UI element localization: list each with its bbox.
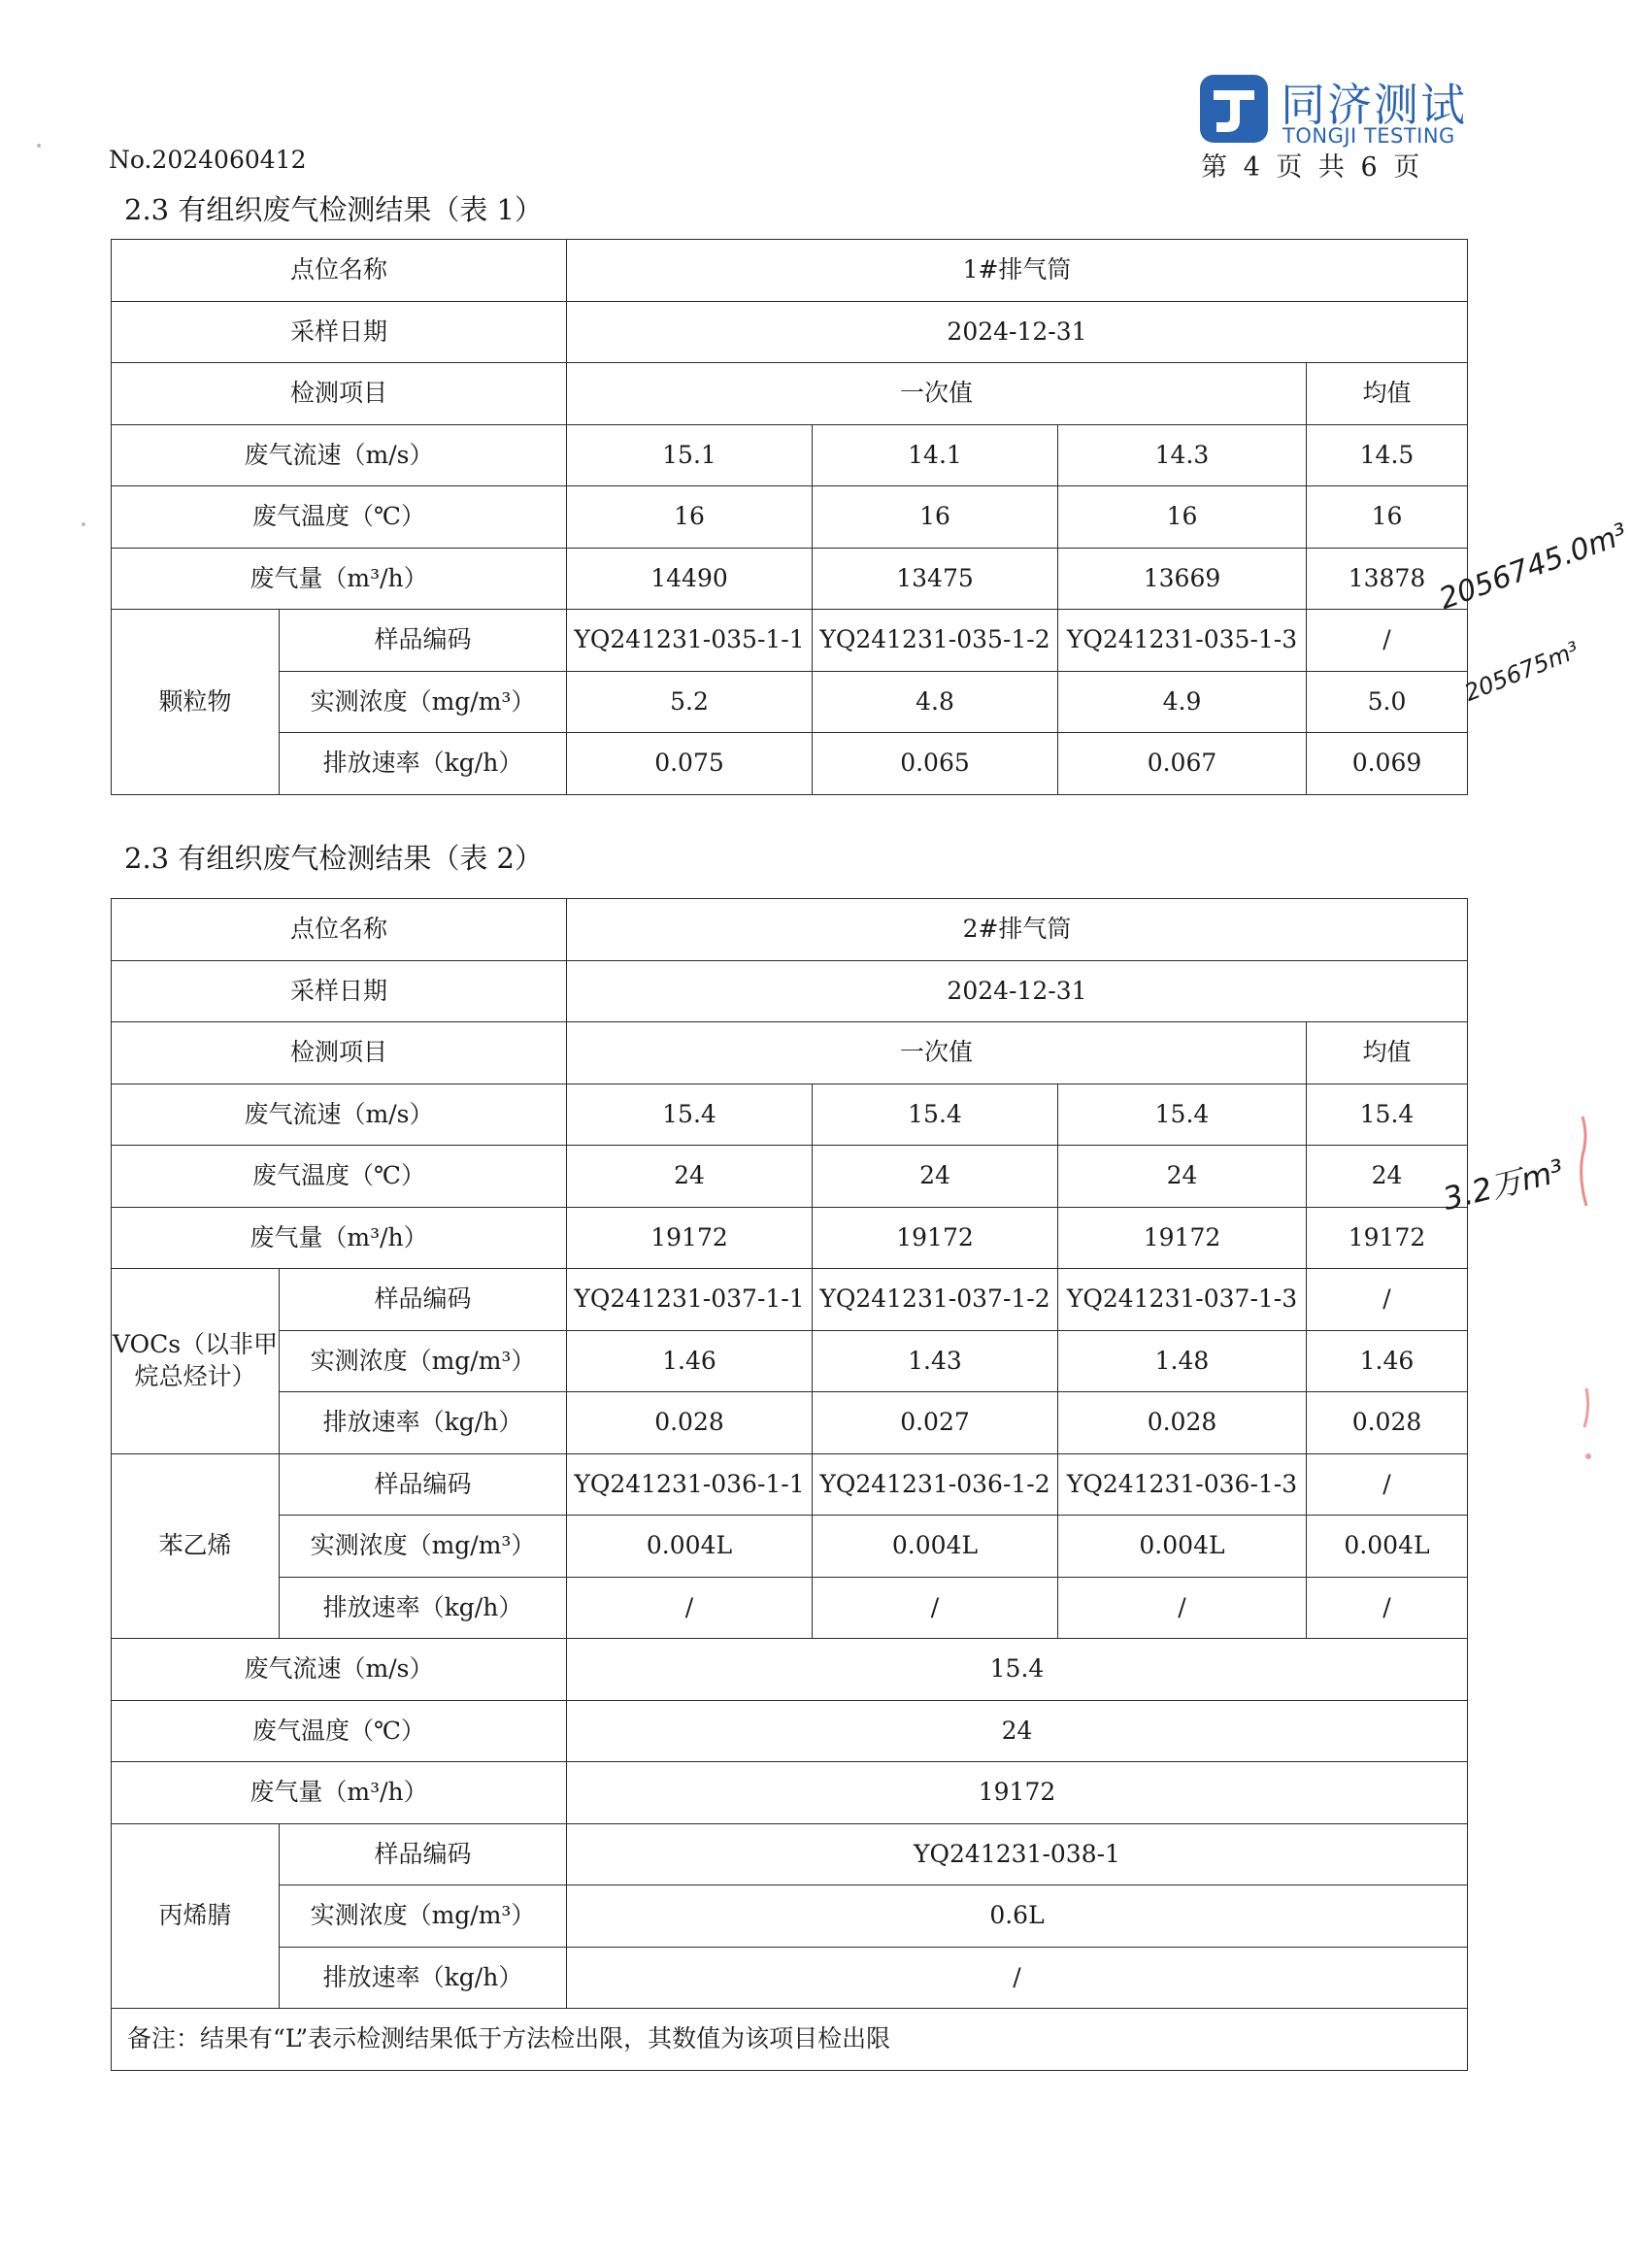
table-cell: YQ241231-035-1-1 [567, 610, 813, 672]
table-cell: 废气量（m³/h） [112, 1207, 567, 1269]
table-cell: 样品编码 [280, 1453, 567, 1516]
table-cell: 一次值 [567, 363, 1307, 425]
table-cell: / [1058, 1577, 1307, 1639]
table-cell: 废气温度（℃） [112, 1146, 567, 1208]
table-cell: 0.004L [1058, 1516, 1307, 1578]
table-cell: 实测浓度（mg/m³） [280, 1330, 567, 1392]
table-cell: 19172 [813, 1207, 1058, 1269]
table-row [112, 733, 1468, 795]
table-cell: 4.9 [1058, 671, 1307, 733]
table-cell: 16 [1058, 486, 1307, 549]
group-label: 苯乙烯 [112, 1453, 280, 1639]
table-cell: 15.1 [567, 424, 813, 486]
table-cell: 0.004L [813, 1516, 1058, 1578]
table-cell: 19172 [567, 1762, 1468, 1824]
table-cell: 14490 [567, 548, 813, 610]
table-row [112, 1453, 1468, 1516]
table-cell: 0.069 [1307, 733, 1468, 795]
table-cell: 2024-12-31 [567, 301, 1468, 363]
table-row [112, 899, 1468, 961]
table-cell: 0.075 [567, 733, 813, 795]
table-cell: 一次值 [567, 1022, 1307, 1084]
table-cell: 19172 [1307, 1207, 1468, 1269]
table-cell: YQ241231-037-1-3 [1058, 1269, 1307, 1331]
table-cell: 1.48 [1058, 1330, 1307, 1392]
table-row [112, 1947, 1468, 2009]
table-cell: YQ241231-037-1-1 [567, 1269, 813, 1331]
table-cell: 排放速率（kg/h） [280, 1577, 567, 1639]
table-cell: 0.004L [1307, 1516, 1468, 1578]
table-cell: 废气流速（m/s） [112, 1639, 567, 1701]
table-cell: 13669 [1058, 548, 1307, 610]
table1 [111, 239, 1468, 795]
table-row [112, 301, 1468, 363]
table-cell: 14.5 [1307, 424, 1468, 486]
table-cell: 16 [813, 486, 1058, 549]
company-logo [1199, 74, 1481, 151]
table-row [112, 1823, 1468, 1885]
table-cell: YQ241231-036-1-3 [1058, 1453, 1307, 1516]
table-cell: 4.8 [813, 671, 1058, 733]
table-cell: 废气流速（m/s） [112, 1084, 567, 1146]
table-cell: / [567, 1577, 813, 1639]
table-cell: YQ241231-037-1-2 [813, 1269, 1058, 1331]
table-cell: 均值 [1307, 1022, 1468, 1084]
table-row [112, 1516, 1468, 1578]
table2 [111, 898, 1468, 2071]
handwritten-note: 2056745.0m³ [1435, 517, 1632, 617]
table-cell: 15.4 [1058, 1084, 1307, 1146]
table-cell: 样品编码 [280, 1823, 567, 1885]
table-cell: 废气温度（℃） [112, 1700, 567, 1762]
handwritten-note: 3.2万m³ [1439, 1151, 1568, 1218]
table-cell: 14.3 [1058, 424, 1307, 486]
table-row [112, 424, 1468, 486]
table-row [112, 363, 1468, 425]
page-indicator: 第 4 页 共 6 页 [1201, 152, 1424, 183]
handwritten-note: 205675m³ [1460, 636, 1583, 707]
table-cell: 实测浓度（mg/m³） [280, 1516, 567, 1578]
table-cell: 15.4 [567, 1084, 813, 1146]
table-cell: 1.43 [813, 1330, 1058, 1392]
logo-chinese-name: 同济测试 [1281, 79, 1467, 131]
table-cell: YQ241231-035-1-2 [813, 610, 1058, 672]
table-cell: 1#排气筒 [567, 240, 1468, 302]
table-row [112, 1084, 1468, 1146]
table-cell: 0.028 [1058, 1392, 1307, 1454]
table-cell: 0.065 [813, 733, 1058, 795]
group-label: VOCs（以非甲烷总烃计） [112, 1269, 280, 1454]
table-cell: / [1307, 1269, 1468, 1331]
table-cell: 废气流速（m/s） [112, 424, 567, 486]
table-cell: 24 [567, 1146, 813, 1208]
table-cell: 5.2 [567, 671, 813, 733]
table-cell: 15.4 [813, 1084, 1058, 1146]
table-cell: / [1307, 1577, 1468, 1639]
table-cell: 1.46 [1307, 1330, 1468, 1392]
table2-title: 2.3 有组织废气检测结果（表 2） [124, 842, 544, 875]
table-row [112, 1330, 1468, 1392]
table-cell: 15.4 [1307, 1084, 1468, 1146]
table-cell: / [1307, 1453, 1468, 1516]
table-cell: 2#排气筒 [567, 899, 1468, 961]
table-row [112, 1762, 1468, 1824]
table-cell: 采样日期 [112, 960, 567, 1022]
table-cell: 样品编码 [280, 610, 567, 672]
table-cell: 0.067 [1058, 733, 1307, 795]
table-cell: 废气量（m³/h） [112, 548, 567, 610]
logo-english-name: TONGJI TESTING [1282, 124, 1455, 148]
table-row [112, 1392, 1468, 1454]
table-cell: / [1307, 610, 1468, 672]
table-cell: 点位名称 [112, 240, 567, 302]
table-cell: 24 [813, 1146, 1058, 1208]
table-cell: 样品编码 [280, 1269, 567, 1331]
table-row [112, 671, 1468, 733]
table-cell: 排放速率（kg/h） [280, 1947, 567, 2009]
report-number: No.2024060412 [109, 146, 307, 174]
group-label: 颗粒物 [112, 610, 280, 795]
table-cell: 点位名称 [112, 899, 567, 961]
table-row [112, 1022, 1468, 1084]
table-row [112, 610, 1468, 672]
group-label: 丙烯腈 [112, 1823, 280, 2009]
table1-title: 2.3 有组织废气检测结果（表 1） [124, 193, 544, 226]
table-note: 备注：结果有“L”表示检测结果低于方法检出限，其数值为该项目检出限 [112, 2009, 1468, 2071]
table-cell: 19172 [1058, 1207, 1307, 1269]
table-cell: YQ241231-035-1-3 [1058, 610, 1307, 672]
table-cell: 0.027 [813, 1392, 1058, 1454]
table-cell: 14.1 [813, 424, 1058, 486]
table-row [112, 1700, 1468, 1762]
table-cell: 均值 [1307, 363, 1468, 425]
table-cell: 实测浓度（mg/m³） [280, 1885, 567, 1948]
table-cell: 16 [567, 486, 813, 549]
table-cell: 24 [567, 1700, 1468, 1762]
table-cell: 检测项目 [112, 363, 567, 425]
table-cell: 5.0 [1307, 671, 1468, 733]
table-cell: 0.6L [567, 1885, 1468, 1948]
table-row [112, 960, 1468, 1022]
table-cell: 排放速率（kg/h） [280, 733, 567, 795]
table-row [112, 2009, 1468, 2071]
table-row [112, 240, 1468, 302]
table-row [112, 486, 1468, 549]
table-row [112, 1639, 1468, 1701]
table-cell: 24 [1307, 1146, 1468, 1208]
table-cell: YQ241231-038-1 [567, 1823, 1468, 1885]
table-cell: 16 [1307, 486, 1468, 549]
table-cell: / [813, 1577, 1058, 1639]
table-row [112, 1207, 1468, 1269]
table-cell: 13475 [813, 548, 1058, 610]
table-cell: YQ241231-036-1-2 [813, 1453, 1058, 1516]
table-cell: 15.4 [567, 1639, 1468, 1701]
table-cell: 1.46 [567, 1330, 813, 1392]
table-cell: / [567, 1947, 1468, 2009]
table-cell: 废气量（m³/h） [112, 1762, 567, 1824]
table-cell: 13878 [1307, 548, 1468, 610]
table-cell: 2024-12-31 [567, 960, 1468, 1022]
table-row [112, 1269, 1468, 1331]
table-cell: YQ241231-036-1-1 [567, 1453, 813, 1516]
table-cell: 废气温度（℃） [112, 486, 567, 549]
table-cell: 0.004L [567, 1516, 813, 1578]
table-cell: 检测项目 [112, 1022, 567, 1084]
table-cell: 24 [1058, 1146, 1307, 1208]
table-row [112, 1885, 1468, 1948]
table-cell: 0.028 [567, 1392, 813, 1454]
table-cell: 0.028 [1307, 1392, 1468, 1454]
tongji-logo-icon [1199, 74, 1269, 144]
table-row [112, 548, 1468, 610]
table-cell: 排放速率（kg/h） [280, 1392, 567, 1454]
table-cell: 19172 [567, 1207, 813, 1269]
table-row [112, 1577, 1468, 1639]
table-cell: 采样日期 [112, 301, 567, 363]
table-cell: 实测浓度（mg/m³） [280, 671, 567, 733]
table-row [112, 1146, 1468, 1208]
